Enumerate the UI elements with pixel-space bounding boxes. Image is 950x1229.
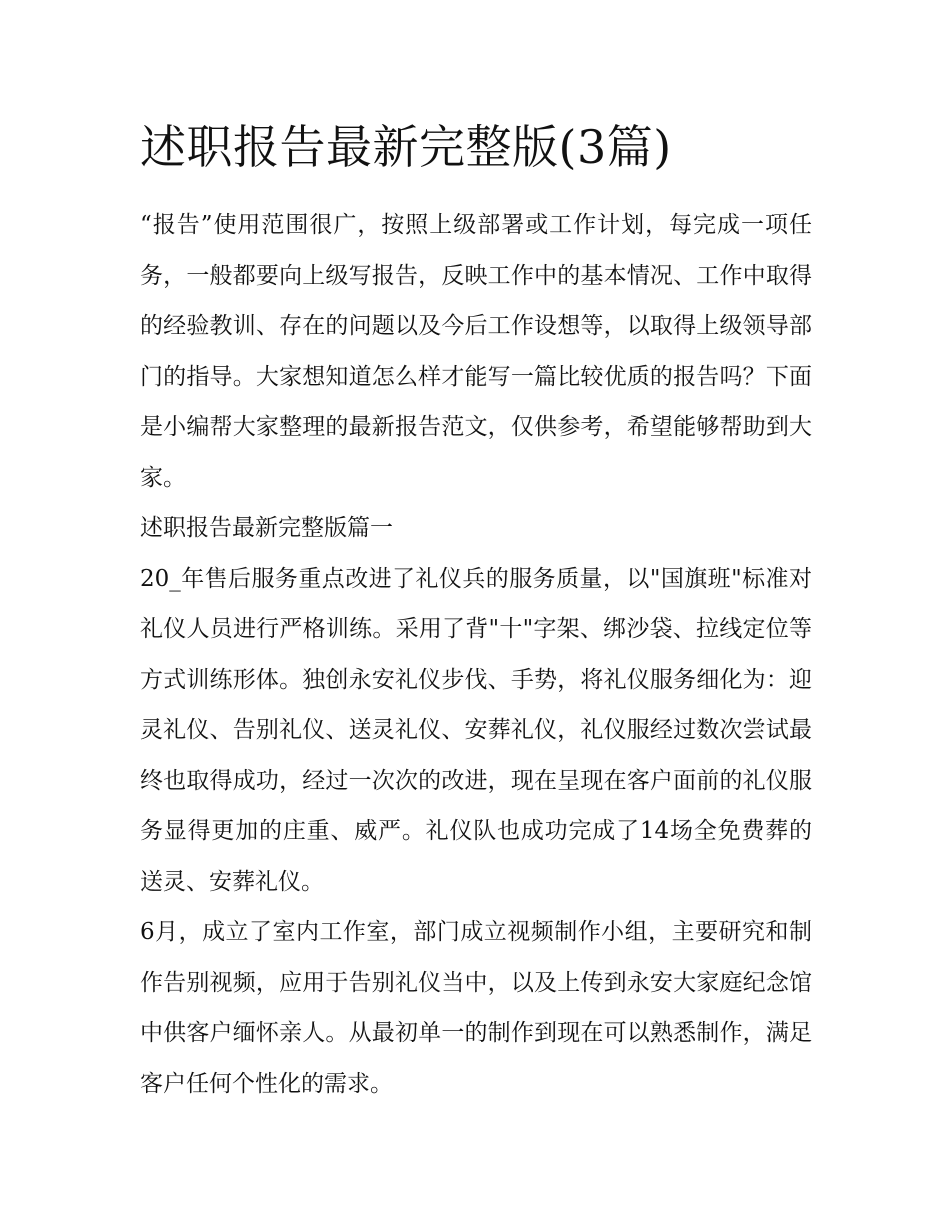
document-page xyxy=(140,108,812,1109)
intro-paragraph: “报告”使用范围很广，按照上级部署或工作计划，每完成一项任务，一般都要向上级写报告，反映工作中的基本情况、工作中取得的经验教训、存在的问题以及今后工作设想等，以取得上级领导部门的指导。大家想知道怎么样才能写一篇比较优质的报告吗？下面是小编帮大家整理的最新报告范文，仅供参考，希望能够帮助到大家。 xyxy=(140,212,812,491)
section-heading: 述职报告最新完整版篇一 xyxy=(140,515,393,541)
body-paragraph: 6月，成立了室内工作室，部门成立视频制作小组，主要研究和制作告别视频，应用于告别礼仪当中，以及上传到永安大家庭纪念馆中供客户缅怀亲人。从最初单一的制作到现在可以熟悉制作，满足客户任何个性化的需求。 xyxy=(140,919,812,1097)
body-paragraph: 20_年售后服务重点改进了礼仪兵的服务质量，以"国旗班"标准对礼仪人员进行严格训练。采用了背"十"字架、绑沙袋、拉线定位等方式训练形体。独创永安礼仪步伐、手势，将礼仪服务细化为：迎灵礼仪、告别礼仪、送灵礼仪、安葬礼仪，礼仪服经过数次尝试最终也取得成功，经过一次次的改进，现在呈现在客户面前的礼仪服务显得更加的庄重、威严。礼仪队也成功完成了14场全免费葬的送灵、安葬礼仪。 xyxy=(140,565,812,895)
document-body xyxy=(140,200,812,1109)
document-title: 述职报告最新完整版(3篇) xyxy=(140,120,672,174)
